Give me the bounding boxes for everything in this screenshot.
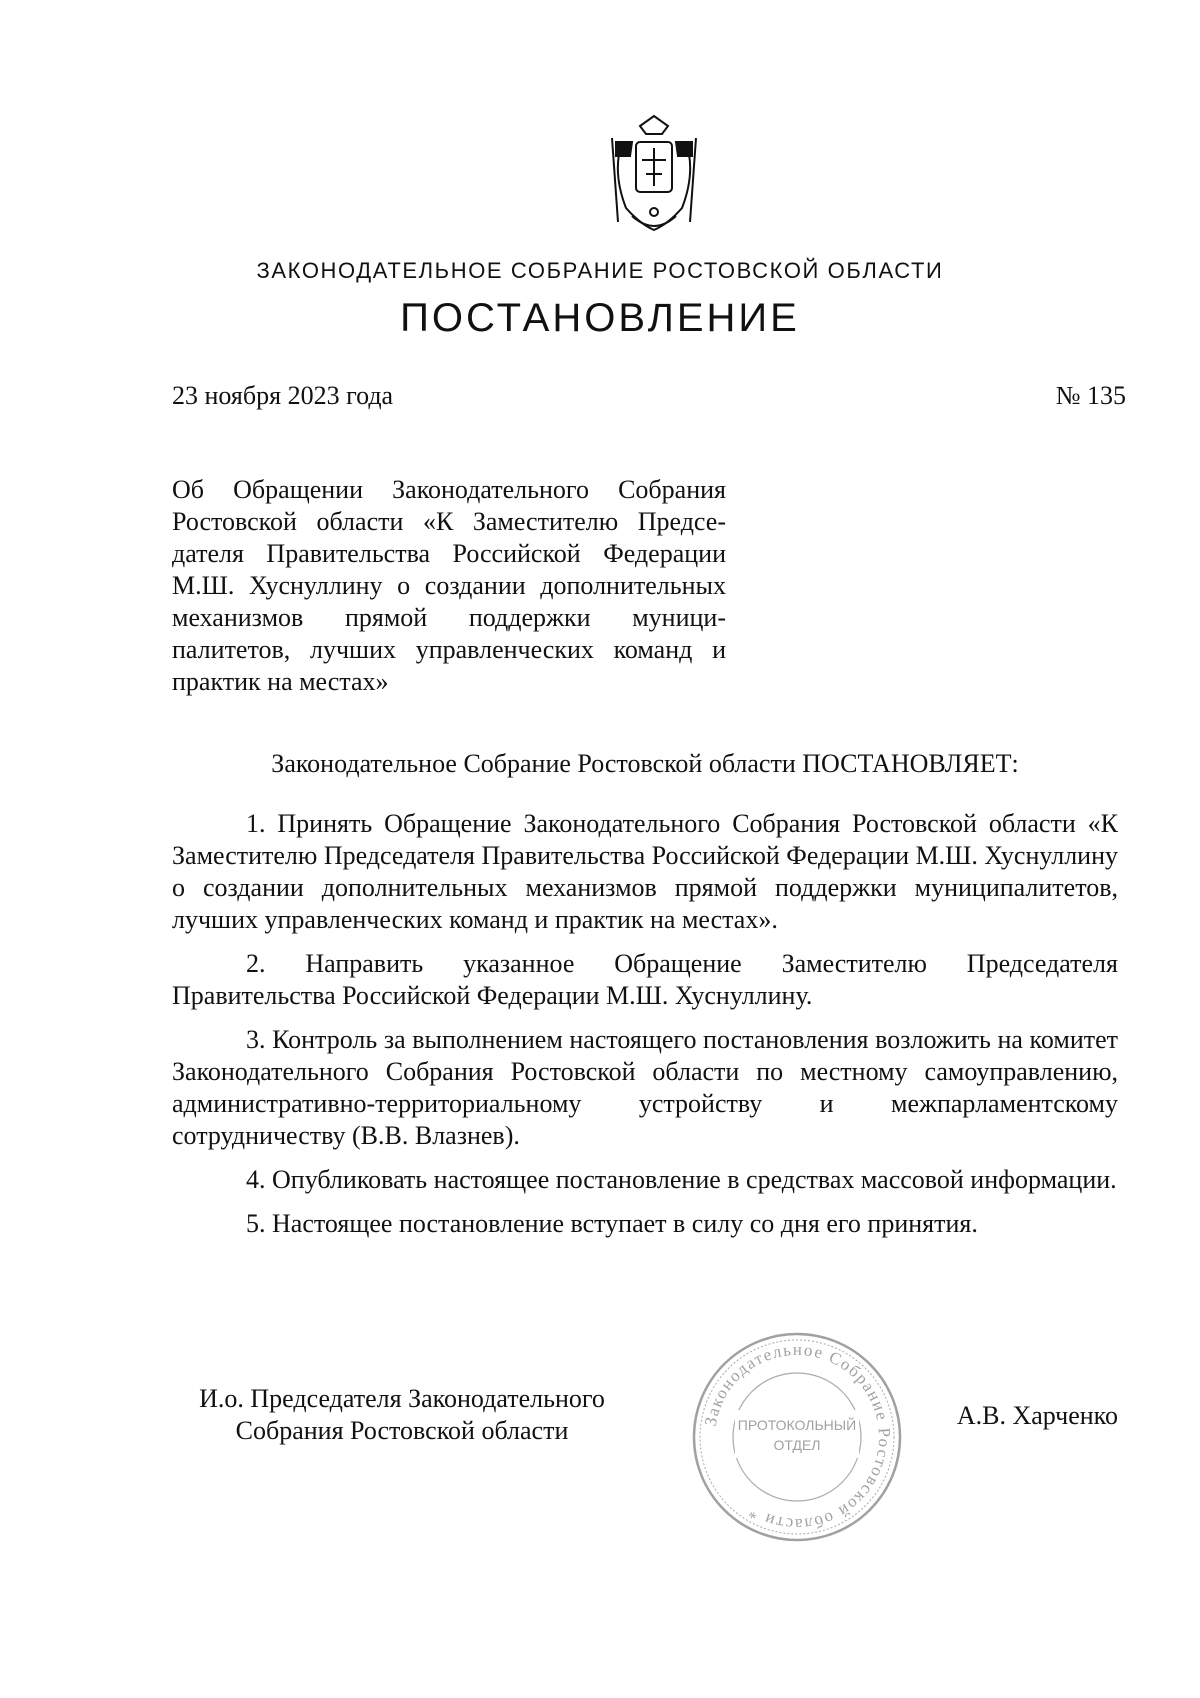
coat-of-arms-icon xyxy=(592,112,716,238)
decree-line: Законодательное Собрание Ростовской области ПОСТАНОВЛЯЕТ: xyxy=(271,749,1019,778)
decree-item-3: 3. Контроль за выполнением настоящего постановления возложить на комитет Законодательного Собрания Ростовской области по местному самоуправлению, административно-территориальному устройству и межпарламентскому сотрудничеству (В.В. Влазнев). xyxy=(172,1025,1118,1150)
signatory-title-line-1: И.о. Председателя Законодательного xyxy=(199,1384,605,1413)
signatory-title-line-2: Собрания Ростовской области xyxy=(235,1416,569,1445)
signatory-title xyxy=(172,1383,632,1447)
decree-item-4: 4. Опубликовать настоящее постановление в средствах массовой информации. xyxy=(246,1165,1117,1194)
official-seal-icon xyxy=(688,1328,906,1546)
svg-text:Законодательное Собрание Росто: Законодательное Собрание Ростовской области * xyxy=(700,1339,895,1535)
document-number: № 135 xyxy=(1055,381,1126,410)
decree-item-5: 5. Настоящее постановление вступает в силу со дня его принятия. xyxy=(246,1209,978,1238)
decree-items xyxy=(172,808,1118,1252)
organization-title: ЗАКОНОДАТЕЛЬНОЕ СОБРАНИЕ РОСТОВСКОЙ ОБЛАСТИ xyxy=(256,258,944,283)
decree-item-1: 1. Принять Обращение Законодательного Собрания Ростовской области «К Заместителю Председателя Правительства Российской Федерации М.Ш. Хуснуллину о создании дополнительных механизмов прямой поддержки муниципалитетов, лучших управленческих команд и практик на местах». xyxy=(172,809,1118,934)
stamp-center-line-1: ПРОТОКОЛЬНЫЙ xyxy=(737,1417,857,1433)
signatory-name: А.В. Харченко xyxy=(956,1401,1118,1430)
document-subject: Об Обращении Законодательного Собрания Ростовской области «К Заместителю Председателя Правительства Российской Федерации М.Ш. Хуснуллину о создании дополнительных механизмов прямой поддержки муниципалитетов, лучших управленческих команд и практик на местах» xyxy=(172,475,726,696)
stamp-center-line-2: ОТДЕЛ xyxy=(773,1437,821,1453)
decree-item-2: 2. Направить указанное Обращение Заместителю Председателя Правительства Российской Федерации М.Ш. Хуснуллину. xyxy=(172,949,1118,1010)
document-date: 23 ноября 2023 года xyxy=(172,381,394,410)
document-type-title: ПОСТАНОВЛЕНИЕ xyxy=(400,296,800,340)
